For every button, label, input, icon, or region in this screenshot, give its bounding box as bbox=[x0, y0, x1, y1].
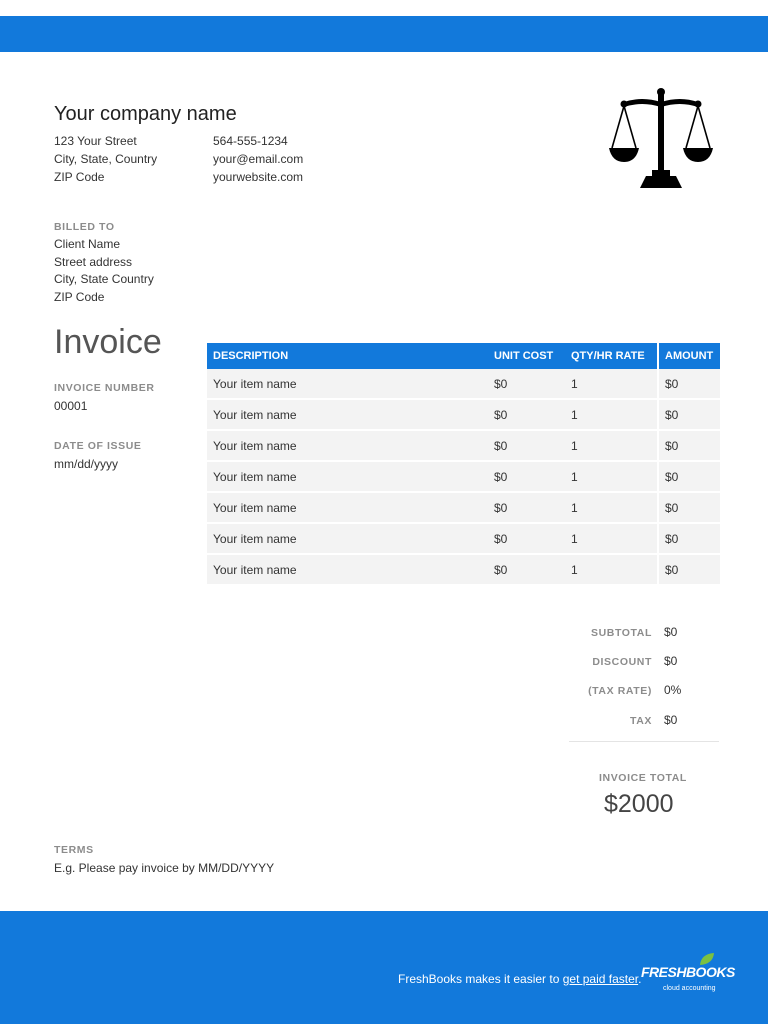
freshbooks-wordmark: FRESHBOOKS bbox=[641, 964, 735, 980]
item-description: Your item name bbox=[207, 493, 488, 524]
item-amount: $0 bbox=[657, 524, 720, 555]
top-band bbox=[0, 16, 768, 52]
item-description: Your item name bbox=[207, 400, 488, 431]
subtotal-label: SUBTOTAL bbox=[591, 627, 652, 639]
invoice-total-label: INVOICE TOTAL bbox=[599, 772, 687, 784]
company-zip: ZIP Code bbox=[54, 170, 105, 184]
item-description: Your item name bbox=[207, 524, 488, 555]
discount-label: DISCOUNT bbox=[592, 656, 652, 668]
item-unit-cost: $0 bbox=[488, 431, 565, 462]
item-amount: $0 bbox=[657, 431, 720, 462]
header-unit-cost: UNIT COST bbox=[488, 343, 565, 369]
item-qty: 1 bbox=[565, 493, 657, 524]
item-qty: 1 bbox=[565, 400, 657, 431]
company-phone: 564-555-1234 bbox=[213, 134, 288, 148]
table-row bbox=[207, 431, 720, 462]
footer-period: . bbox=[638, 972, 642, 986]
header-amount: AMOUNT bbox=[657, 343, 720, 369]
tax-label: TAX bbox=[629, 715, 652, 727]
table-header-row bbox=[207, 343, 720, 369]
subtotal-value: $0 bbox=[664, 625, 678, 639]
table-row bbox=[207, 555, 720, 586]
header-qty-rate: QTY/HR RATE bbox=[565, 343, 657, 369]
company-website: yourwebsite.com bbox=[213, 170, 304, 184]
tax-value: $0 bbox=[664, 713, 678, 727]
client-name: Client Name bbox=[54, 237, 121, 251]
terms-text: E.g. Please pay invoice by MM/DD/YYYY bbox=[54, 861, 275, 875]
item-amount: $0 bbox=[657, 493, 720, 524]
item-qty: 1 bbox=[565, 555, 657, 586]
client-zip: ZIP Code bbox=[54, 290, 105, 304]
scales-of-justice-icon bbox=[606, 84, 716, 194]
client-street: Street address bbox=[54, 255, 133, 269]
table-row bbox=[207, 493, 720, 524]
item-unit-cost: $0 bbox=[488, 462, 565, 493]
item-amount: $0 bbox=[657, 369, 720, 400]
item-amount: $0 bbox=[657, 400, 720, 431]
item-qty: 1 bbox=[565, 431, 657, 462]
item-description: Your item name bbox=[207, 431, 488, 462]
item-unit-cost: $0 bbox=[488, 555, 565, 586]
freshbooks-tagline: cloud accounting bbox=[663, 985, 716, 992]
items-table bbox=[207, 343, 720, 586]
item-qty: 1 bbox=[565, 369, 657, 400]
item-unit-cost: $0 bbox=[488, 400, 565, 431]
company-name: Your company name bbox=[54, 103, 237, 125]
item-unit-cost: $0 bbox=[488, 524, 565, 555]
billed-to-label: BILLED TO bbox=[54, 221, 115, 233]
footer-text bbox=[398, 972, 641, 986]
invoice-title: Invoice bbox=[54, 323, 162, 361]
table-row bbox=[207, 462, 720, 493]
date-of-issue: mm/dd/yyyy bbox=[54, 457, 119, 471]
item-unit-cost: $0 bbox=[488, 369, 565, 400]
item-qty: 1 bbox=[565, 524, 657, 555]
table-row bbox=[207, 369, 720, 400]
item-description: Your item name bbox=[207, 462, 488, 493]
invoice-number: 00001 bbox=[54, 399, 88, 413]
tax-rate-value: 0% bbox=[664, 683, 682, 697]
invoice-total-value: $2000 bbox=[604, 790, 674, 818]
item-unit-cost: $0 bbox=[488, 493, 565, 524]
item-amount: $0 bbox=[657, 462, 720, 493]
summary-divider bbox=[569, 741, 719, 742]
client-city: City, State Country bbox=[54, 272, 154, 286]
item-amount: $0 bbox=[657, 555, 720, 586]
header-description: DESCRIPTION bbox=[207, 343, 488, 369]
invoice-number-label: INVOICE NUMBER bbox=[54, 382, 155, 394]
date-of-issue-label: DATE OF ISSUE bbox=[54, 440, 142, 452]
company-email: your@email.com bbox=[213, 152, 304, 166]
discount-value: $0 bbox=[664, 654, 678, 668]
company-city: City, State, Country bbox=[54, 152, 158, 166]
item-description: Your item name bbox=[207, 555, 488, 586]
item-description: Your item name bbox=[207, 369, 488, 400]
tax-rate-label: (TAX RATE) bbox=[588, 685, 652, 697]
freshbooks-logo bbox=[641, 950, 735, 998]
table-row bbox=[207, 524, 720, 555]
table-row bbox=[207, 400, 720, 431]
terms-label: TERMS bbox=[54, 844, 94, 856]
get-paid-faster-link[interactable]: get paid faster bbox=[562, 972, 639, 986]
company-street: 123 Your Street bbox=[54, 134, 137, 148]
item-qty: 1 bbox=[565, 462, 657, 493]
footer-message: FreshBooks makes it easier to bbox=[398, 972, 563, 986]
